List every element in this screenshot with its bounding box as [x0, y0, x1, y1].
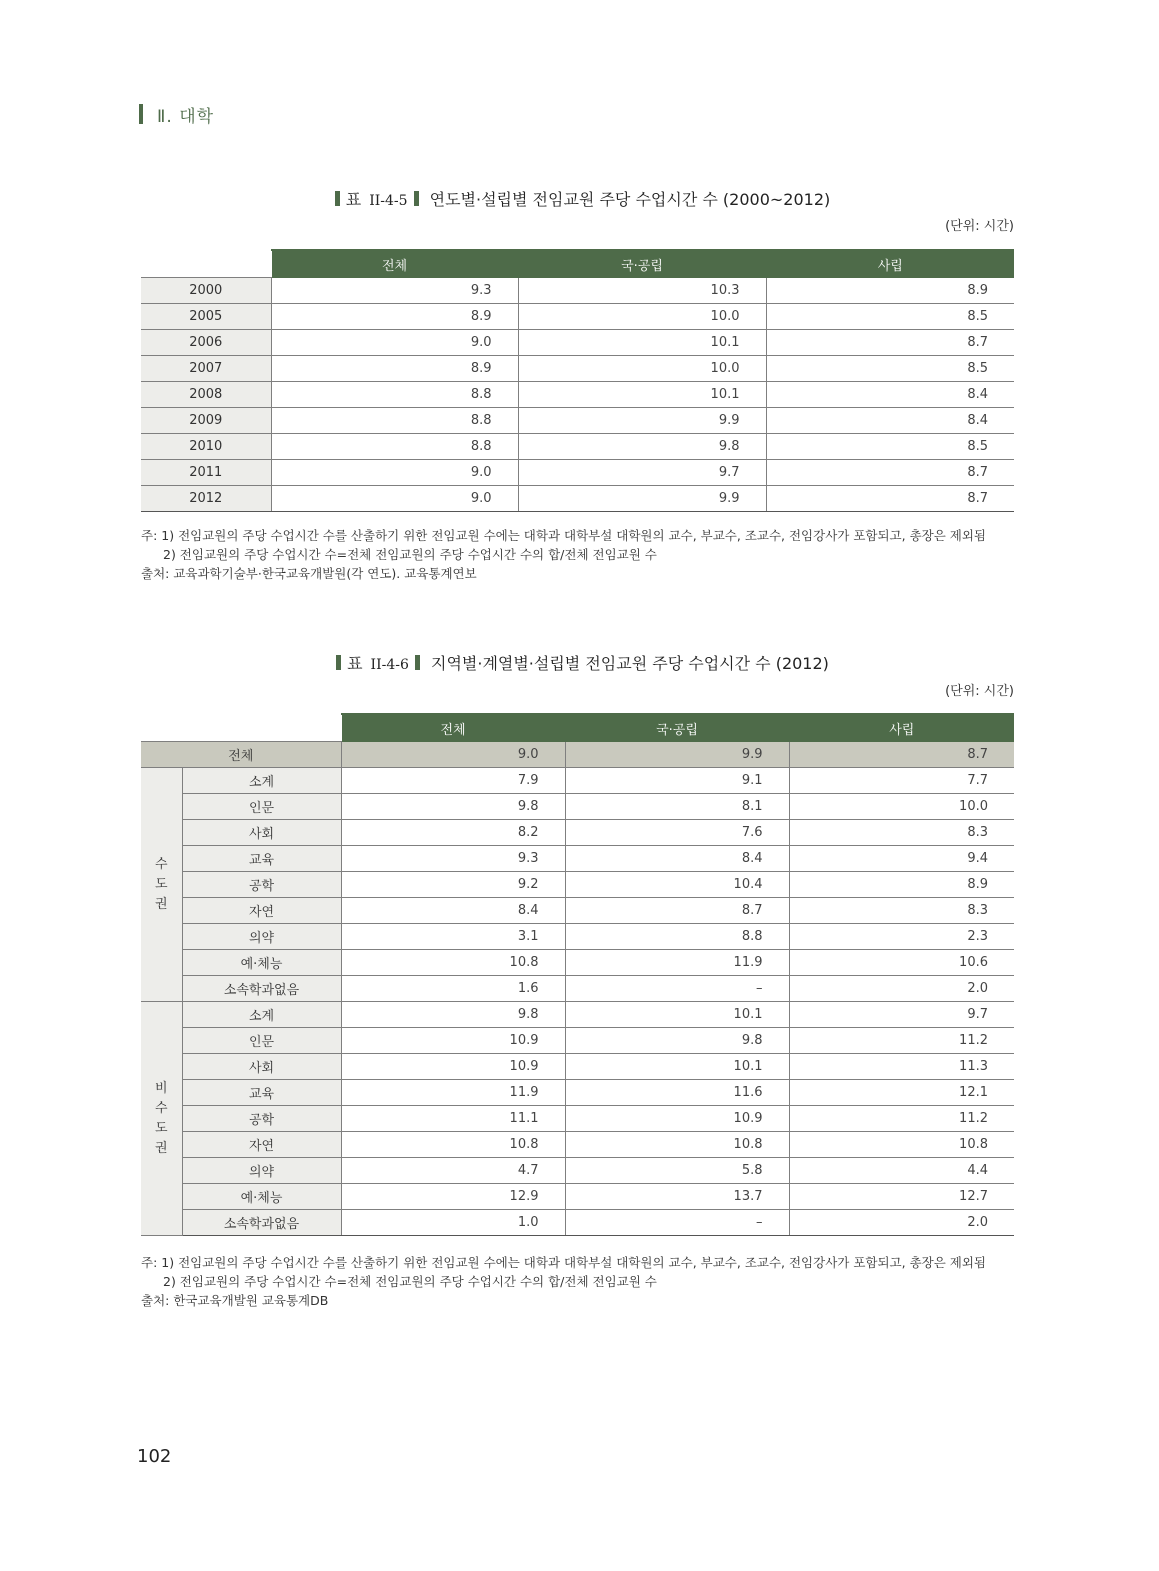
table-row [141, 1002, 1014, 1028]
table1-unit: (단위: 시간) [945, 219, 1014, 234]
title-marker [335, 191, 340, 206]
source-line: 출처: 한국교육개발원 교육통계DB [141, 1293, 329, 1308]
row-header: 인문 [182, 1028, 341, 1054]
table-cell: 10.9 [341, 1054, 565, 1080]
region-char: 권 [154, 1140, 168, 1156]
row-header: 의약 [182, 1158, 341, 1184]
row-header: 2007 [141, 356, 271, 382]
section-bar [139, 104, 143, 124]
table-cell: – [565, 1210, 789, 1236]
table-row [141, 330, 1014, 356]
row-header: 2011 [141, 460, 271, 486]
table-cell: 10.4 [565, 872, 789, 898]
table-cell: 8.5 [766, 434, 1014, 460]
table1-header-row [141, 250, 1014, 278]
column-header: 사립 [766, 250, 1014, 278]
row-header: 소속학과없음 [182, 1210, 341, 1236]
table-row [141, 434, 1014, 460]
table1 [141, 249, 1014, 512]
row-header: 공학 [182, 1106, 341, 1132]
table-cell: 11.3 [789, 1054, 1014, 1080]
table-cell: 9.3 [271, 278, 518, 304]
row-header: 예·체능 [182, 1184, 341, 1210]
table-cell: 8.3 [789, 898, 1014, 924]
row-header: 2008 [141, 382, 271, 408]
table-cell: 10.0 [518, 356, 766, 382]
source-line: 출처: 교육과학기술부·한국교육개발원(각 연도). 교육통계연보 [141, 566, 477, 581]
table-cell: 8.4 [565, 846, 789, 872]
table-row [141, 976, 1014, 1002]
table-cell: 7.7 [789, 768, 1014, 794]
table-row [141, 898, 1014, 924]
table-row [141, 1210, 1014, 1236]
header-blank [141, 250, 271, 278]
table-cell: 8.9 [271, 304, 518, 330]
table1-title-text: 연도별·설립별 전임교원 주당 수업시간 수 (2000~2012) [429, 190, 831, 209]
section-title: Ⅱ. 대학 [157, 106, 215, 127]
region-label [141, 768, 182, 1002]
total-row [141, 742, 1014, 768]
table-cell: 8.4 [766, 382, 1014, 408]
table-row [141, 278, 1014, 304]
page-number: 102 [137, 1446, 172, 1467]
table-cell: 8.4 [766, 408, 1014, 434]
table2-title [0, 651, 1159, 674]
note-line: 주: 1) 전임교원의 주당 수업시간 수를 산출하기 위한 전임교원 수에는 대학과 대학부설 대학원의 교수, 부교수, 조교수, 전임강사가 포함되고, 총장은 제외됨 [141, 528, 987, 543]
region-char: 수 [154, 1100, 168, 1116]
table-cell: 10.0 [518, 304, 766, 330]
note-line: 주: 1) 전임교원의 주당 수업시간 수를 산출하기 위한 전임교원 수에는 대학과 대학부설 대학원의 교수, 부교수, 조교수, 전임강사가 포함되고, 총장은 제외됨 [141, 1255, 987, 1270]
table-cell: 9.0 [271, 486, 518, 512]
row-header: 인문 [182, 794, 341, 820]
table-cell: 10.8 [341, 1132, 565, 1158]
table-cell: 9.8 [341, 794, 565, 820]
table-cell: 9.4 [789, 846, 1014, 872]
table-cell: 1.6 [341, 976, 565, 1002]
row-header: 소속학과없음 [182, 976, 341, 1002]
table-row [141, 872, 1014, 898]
table-cell: 10.1 [518, 330, 766, 356]
table2-number: II-4-6 [370, 657, 409, 673]
table-cell: 8.8 [271, 382, 518, 408]
header-blank [141, 714, 341, 742]
table-cell: 1.0 [341, 1210, 565, 1236]
column-header: 전체 [341, 714, 565, 742]
table-cell: 9.8 [565, 1028, 789, 1054]
table-cell: 9.1 [565, 768, 789, 794]
table-cell: 8.8 [271, 408, 518, 434]
table-cell: 9.0 [341, 742, 565, 768]
column-header: 전체 [271, 250, 518, 278]
row-header: 의약 [182, 924, 341, 950]
row-header: 2006 [141, 330, 271, 356]
row-header: 2000 [141, 278, 271, 304]
note-line: 2) 전임교원의 주당 수업시간 수=전체 전임교원의 주당 수업시간 수의 합/전체 전임교원 수 [163, 1274, 657, 1289]
table-cell: 8.4 [341, 898, 565, 924]
table-cell: 9.3 [341, 846, 565, 872]
row-header: 예·체능 [182, 950, 341, 976]
column-header: 국·공립 [518, 250, 766, 278]
note-line: 2) 전임교원의 주당 수업시간 수=전체 전임교원의 주당 수업시간 수의 합/전체 전임교원 수 [163, 547, 657, 562]
table-cell: 10.8 [565, 1132, 789, 1158]
row-header: 소계 [182, 768, 341, 794]
table-row [141, 304, 1014, 330]
table-row [141, 486, 1014, 512]
table-cell: 10.8 [789, 1132, 1014, 1158]
table-row [141, 1054, 1014, 1080]
table-cell: 8.2 [341, 820, 565, 846]
row-header: 자연 [182, 898, 341, 924]
table-cell: 9.2 [341, 872, 565, 898]
table-cell: 9.0 [271, 330, 518, 356]
table-cell: 8.1 [565, 794, 789, 820]
table-cell: 10.1 [565, 1054, 789, 1080]
table-row [141, 356, 1014, 382]
table1-title [0, 187, 1159, 210]
region-char: 권 [154, 896, 168, 912]
table-cell: 2.0 [789, 976, 1014, 1002]
table-cell: 10.8 [341, 950, 565, 976]
region-char: 비 [154, 1080, 168, 1096]
section-header [139, 103, 214, 125]
table-cell: 10.9 [341, 1028, 565, 1054]
table-cell: 10.9 [565, 1106, 789, 1132]
table-cell: 4.4 [789, 1158, 1014, 1184]
row-header: 2009 [141, 408, 271, 434]
table-cell: 9.7 [518, 460, 766, 486]
table2-prefix: 표 [347, 654, 363, 673]
table-cell: 9.7 [789, 1002, 1014, 1028]
region-char: 수 [154, 856, 168, 872]
table-cell: 5.8 [565, 1158, 789, 1184]
table-cell: 8.7 [766, 486, 1014, 512]
table-cell: 12.9 [341, 1184, 565, 1210]
table-cell: 9.8 [518, 434, 766, 460]
table-row [141, 794, 1014, 820]
table-row [141, 460, 1014, 486]
row-header: 2005 [141, 304, 271, 330]
table-cell: 3.1 [341, 924, 565, 950]
table-cell: 13.7 [565, 1184, 789, 1210]
row-header: 사회 [182, 820, 341, 846]
table-cell: 11.9 [341, 1080, 565, 1106]
row-header: 사회 [182, 1054, 341, 1080]
table-row [141, 382, 1014, 408]
table-cell: 8.7 [766, 460, 1014, 486]
table2-header-row [141, 714, 1014, 742]
table-cell: 10.3 [518, 278, 766, 304]
table-cell: 10.1 [565, 1002, 789, 1028]
title-marker [336, 655, 341, 670]
table-cell: 2.0 [789, 1210, 1014, 1236]
table2 [141, 713, 1014, 1236]
table-cell: 12.7 [789, 1184, 1014, 1210]
column-header: 사립 [789, 714, 1014, 742]
table-cell: 8.7 [565, 898, 789, 924]
table-cell: 8.9 [766, 278, 1014, 304]
table-cell: – [565, 976, 789, 1002]
table-cell: 9.8 [341, 1002, 565, 1028]
table-cell: 11.2 [789, 1106, 1014, 1132]
table-cell: 9.9 [518, 486, 766, 512]
table1-number: II-4-5 [369, 193, 408, 209]
table-cell: 11.9 [565, 950, 789, 976]
table-cell: 9.9 [565, 742, 789, 768]
table-cell: 8.7 [766, 330, 1014, 356]
title-marker [415, 655, 420, 670]
table-cell: 9.9 [518, 408, 766, 434]
table2-unit: (단위: 시간) [945, 684, 1014, 699]
region-char: 도 [154, 1120, 168, 1136]
table-cell: 2.3 [789, 924, 1014, 950]
table-cell: 11.1 [341, 1106, 565, 1132]
table-cell: 4.7 [341, 1158, 565, 1184]
table-cell: 12.1 [789, 1080, 1014, 1106]
table-cell: 8.8 [565, 924, 789, 950]
table-cell: 11.6 [565, 1080, 789, 1106]
table-cell: 8.9 [271, 356, 518, 382]
title-marker [414, 191, 419, 206]
table1-notes [141, 526, 986, 583]
table-cell: 8.7 [789, 742, 1014, 768]
table-row [141, 408, 1014, 434]
table-row [141, 1106, 1014, 1132]
table-cell: 10.1 [518, 382, 766, 408]
table-cell: 7.6 [565, 820, 789, 846]
region-label [141, 1002, 182, 1236]
table-row [141, 846, 1014, 872]
table-cell: 10.0 [789, 794, 1014, 820]
table-cell: 8.5 [766, 304, 1014, 330]
table-row [141, 768, 1014, 794]
table-row [141, 1080, 1014, 1106]
row-header: 공학 [182, 872, 341, 898]
table-row [141, 1132, 1014, 1158]
table1-prefix: 표 [345, 190, 362, 209]
table-row [141, 1158, 1014, 1184]
table-row [141, 1184, 1014, 1210]
table2-title-text: 지역별·계열별·설립별 전임교원 주당 수업시간 수 (2012) [430, 654, 829, 673]
table-row [141, 820, 1014, 846]
row-header: 교육 [182, 1080, 341, 1106]
column-header: 국·공립 [565, 714, 789, 742]
table2-notes [141, 1253, 986, 1310]
table-cell: 11.2 [789, 1028, 1014, 1054]
table-cell: 10.6 [789, 950, 1014, 976]
table-row [141, 950, 1014, 976]
table-cell: 8.5 [766, 356, 1014, 382]
table-row [141, 1028, 1014, 1054]
row-header: 2012 [141, 486, 271, 512]
row-header: 교육 [182, 846, 341, 872]
table-row [141, 924, 1014, 950]
row-header: 자연 [182, 1132, 341, 1158]
table-cell: 9.0 [271, 460, 518, 486]
row-header: 소계 [182, 1002, 341, 1028]
table-cell: 8.9 [789, 872, 1014, 898]
region-char: 도 [154, 876, 168, 892]
table-cell: 7.9 [341, 768, 565, 794]
table-cell: 8.8 [271, 434, 518, 460]
row-header: 전체 [141, 742, 341, 768]
row-header: 2010 [141, 434, 271, 460]
table-cell: 8.3 [789, 820, 1014, 846]
